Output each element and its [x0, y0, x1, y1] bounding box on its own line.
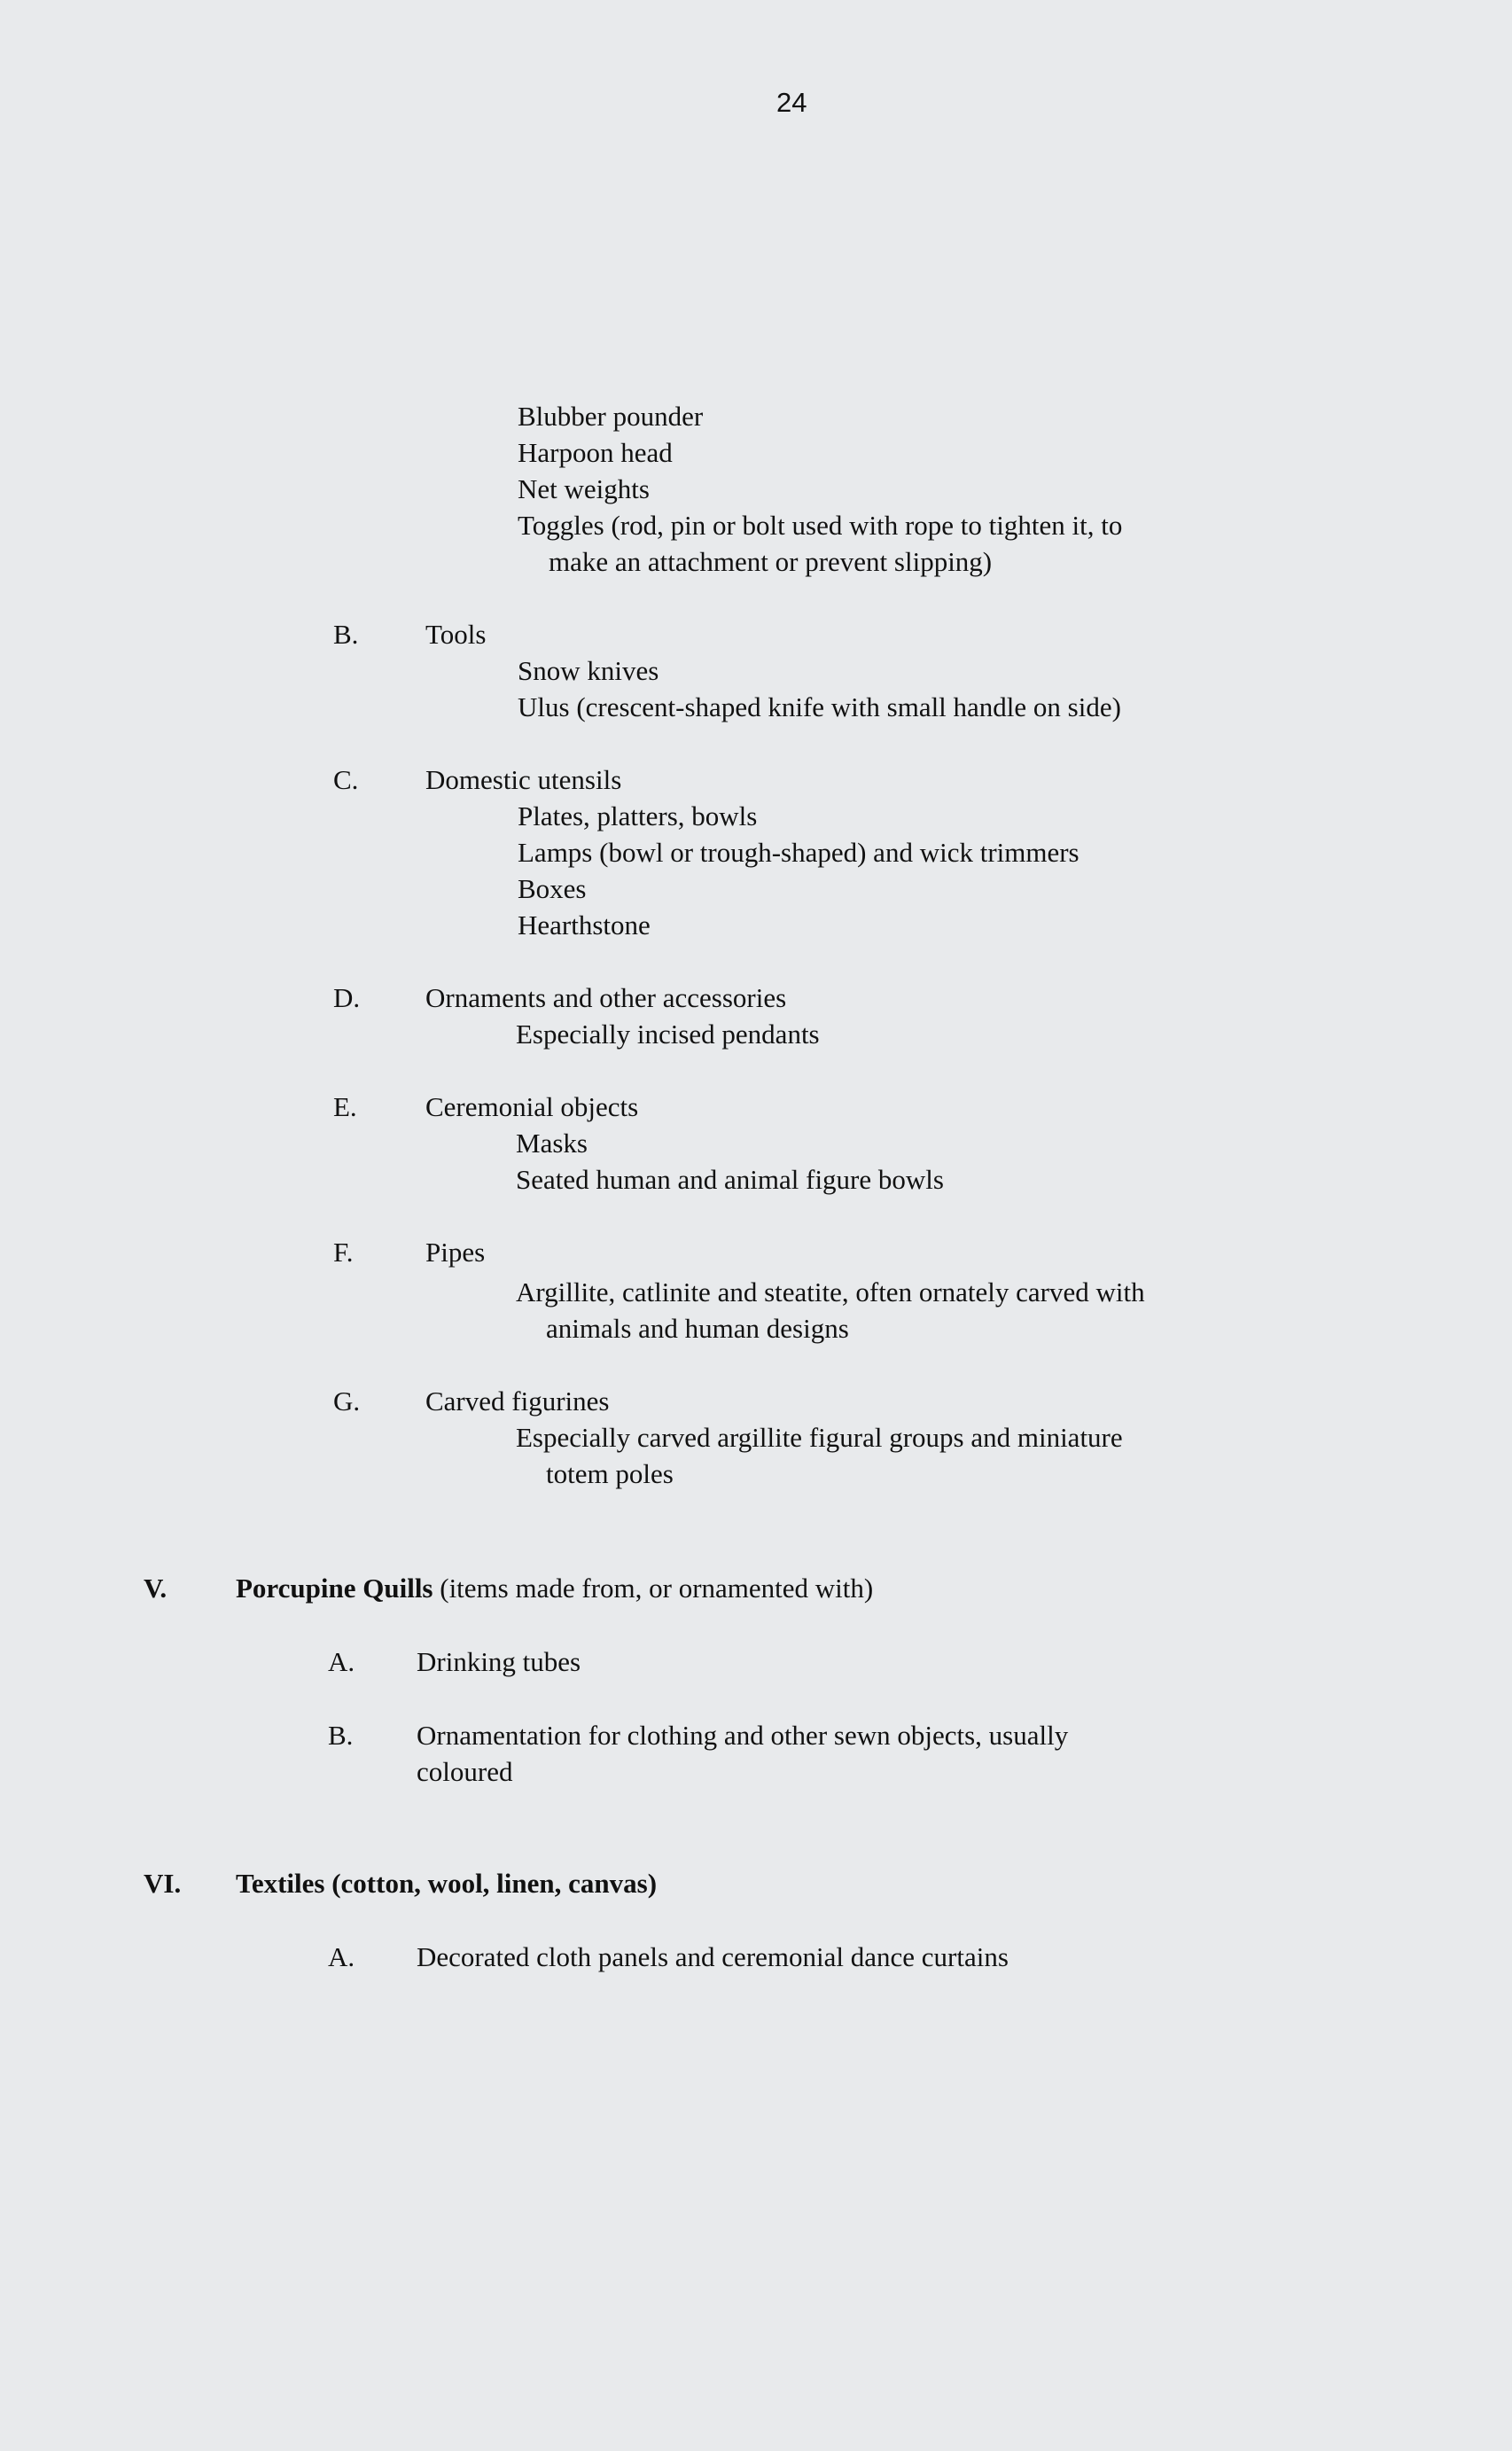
section-title: Ornaments and other accessories [425, 982, 787, 1013]
part-title-detail: (items made from, or ornamented with) [433, 1573, 874, 1604]
list-item: Seated human and animal figure bowls [516, 1164, 944, 1195]
section-letter: B. [328, 1720, 354, 1751]
section-title: Ornamentation for clothing and other sewn objects, usually [417, 1720, 1069, 1751]
section-letter: A. [328, 1941, 355, 1972]
section-title: Ceremonial objects [425, 1091, 639, 1122]
section-title: Tools [425, 619, 487, 650]
list-item: Plates, platters, bowls [518, 800, 758, 831]
list-item: Boxes [518, 873, 587, 904]
list-item-continuation: make an attachment or prevent slipping) [549, 546, 993, 577]
list-item: Ulus (crescent-shaped knife with small handle on side) [518, 691, 1121, 722]
part-numeral: VI. [144, 1868, 182, 1899]
list-item-continuation: totem poles [546, 1458, 674, 1489]
list-item: Lamps (bowl or trough-shaped) and wick trimmers [518, 837, 1079, 868]
list-item: Argillite, catlinite and steatite, often ornately carved with [516, 1276, 1145, 1307]
list-item: Masks [516, 1128, 588, 1159]
section-letter: F. [333, 1237, 354, 1268]
section-title: Domestic utensils [425, 764, 622, 795]
section-title: Carved figurines [425, 1386, 610, 1417]
section-letter: A. [328, 1646, 355, 1677]
list-item: Net weights [518, 473, 650, 504]
section-letter: D. [333, 982, 361, 1013]
part-heading [236, 1571, 873, 1606]
section-title: Pipes [425, 1237, 486, 1268]
section-letter: B. [333, 619, 359, 650]
list-item-continuation: animals and human designs [546, 1313, 849, 1344]
section-letter: E. [333, 1091, 357, 1122]
list-item: Hearthstone [518, 909, 651, 941]
list-item: Blubber pounder [518, 401, 704, 432]
section-letter: G. [333, 1386, 361, 1417]
section-title-continuation: coloured [417, 1756, 513, 1787]
section-title: Decorated cloth panels and ceremonial dance curtains [417, 1941, 1009, 1972]
part-title: Textiles (cotton, wool, linen, canvas) [236, 1868, 658, 1899]
list-item: Especially carved argillite figural groups and miniature [516, 1422, 1123, 1453]
section-title: Drinking tubes [417, 1646, 581, 1677]
part-numeral: V. [144, 1573, 168, 1604]
page-number: 24 [776, 87, 807, 118]
section-letter: C. [333, 764, 359, 795]
list-item: Especially incised pendants [516, 1019, 820, 1050]
list-item: Harpoon head [518, 437, 673, 468]
list-item: Toggles (rod, pin or bolt used with rope to tighten it, to [518, 510, 1123, 541]
list-item: Snow knives [518, 655, 659, 686]
part-title: Porcupine Quills [236, 1573, 433, 1604]
